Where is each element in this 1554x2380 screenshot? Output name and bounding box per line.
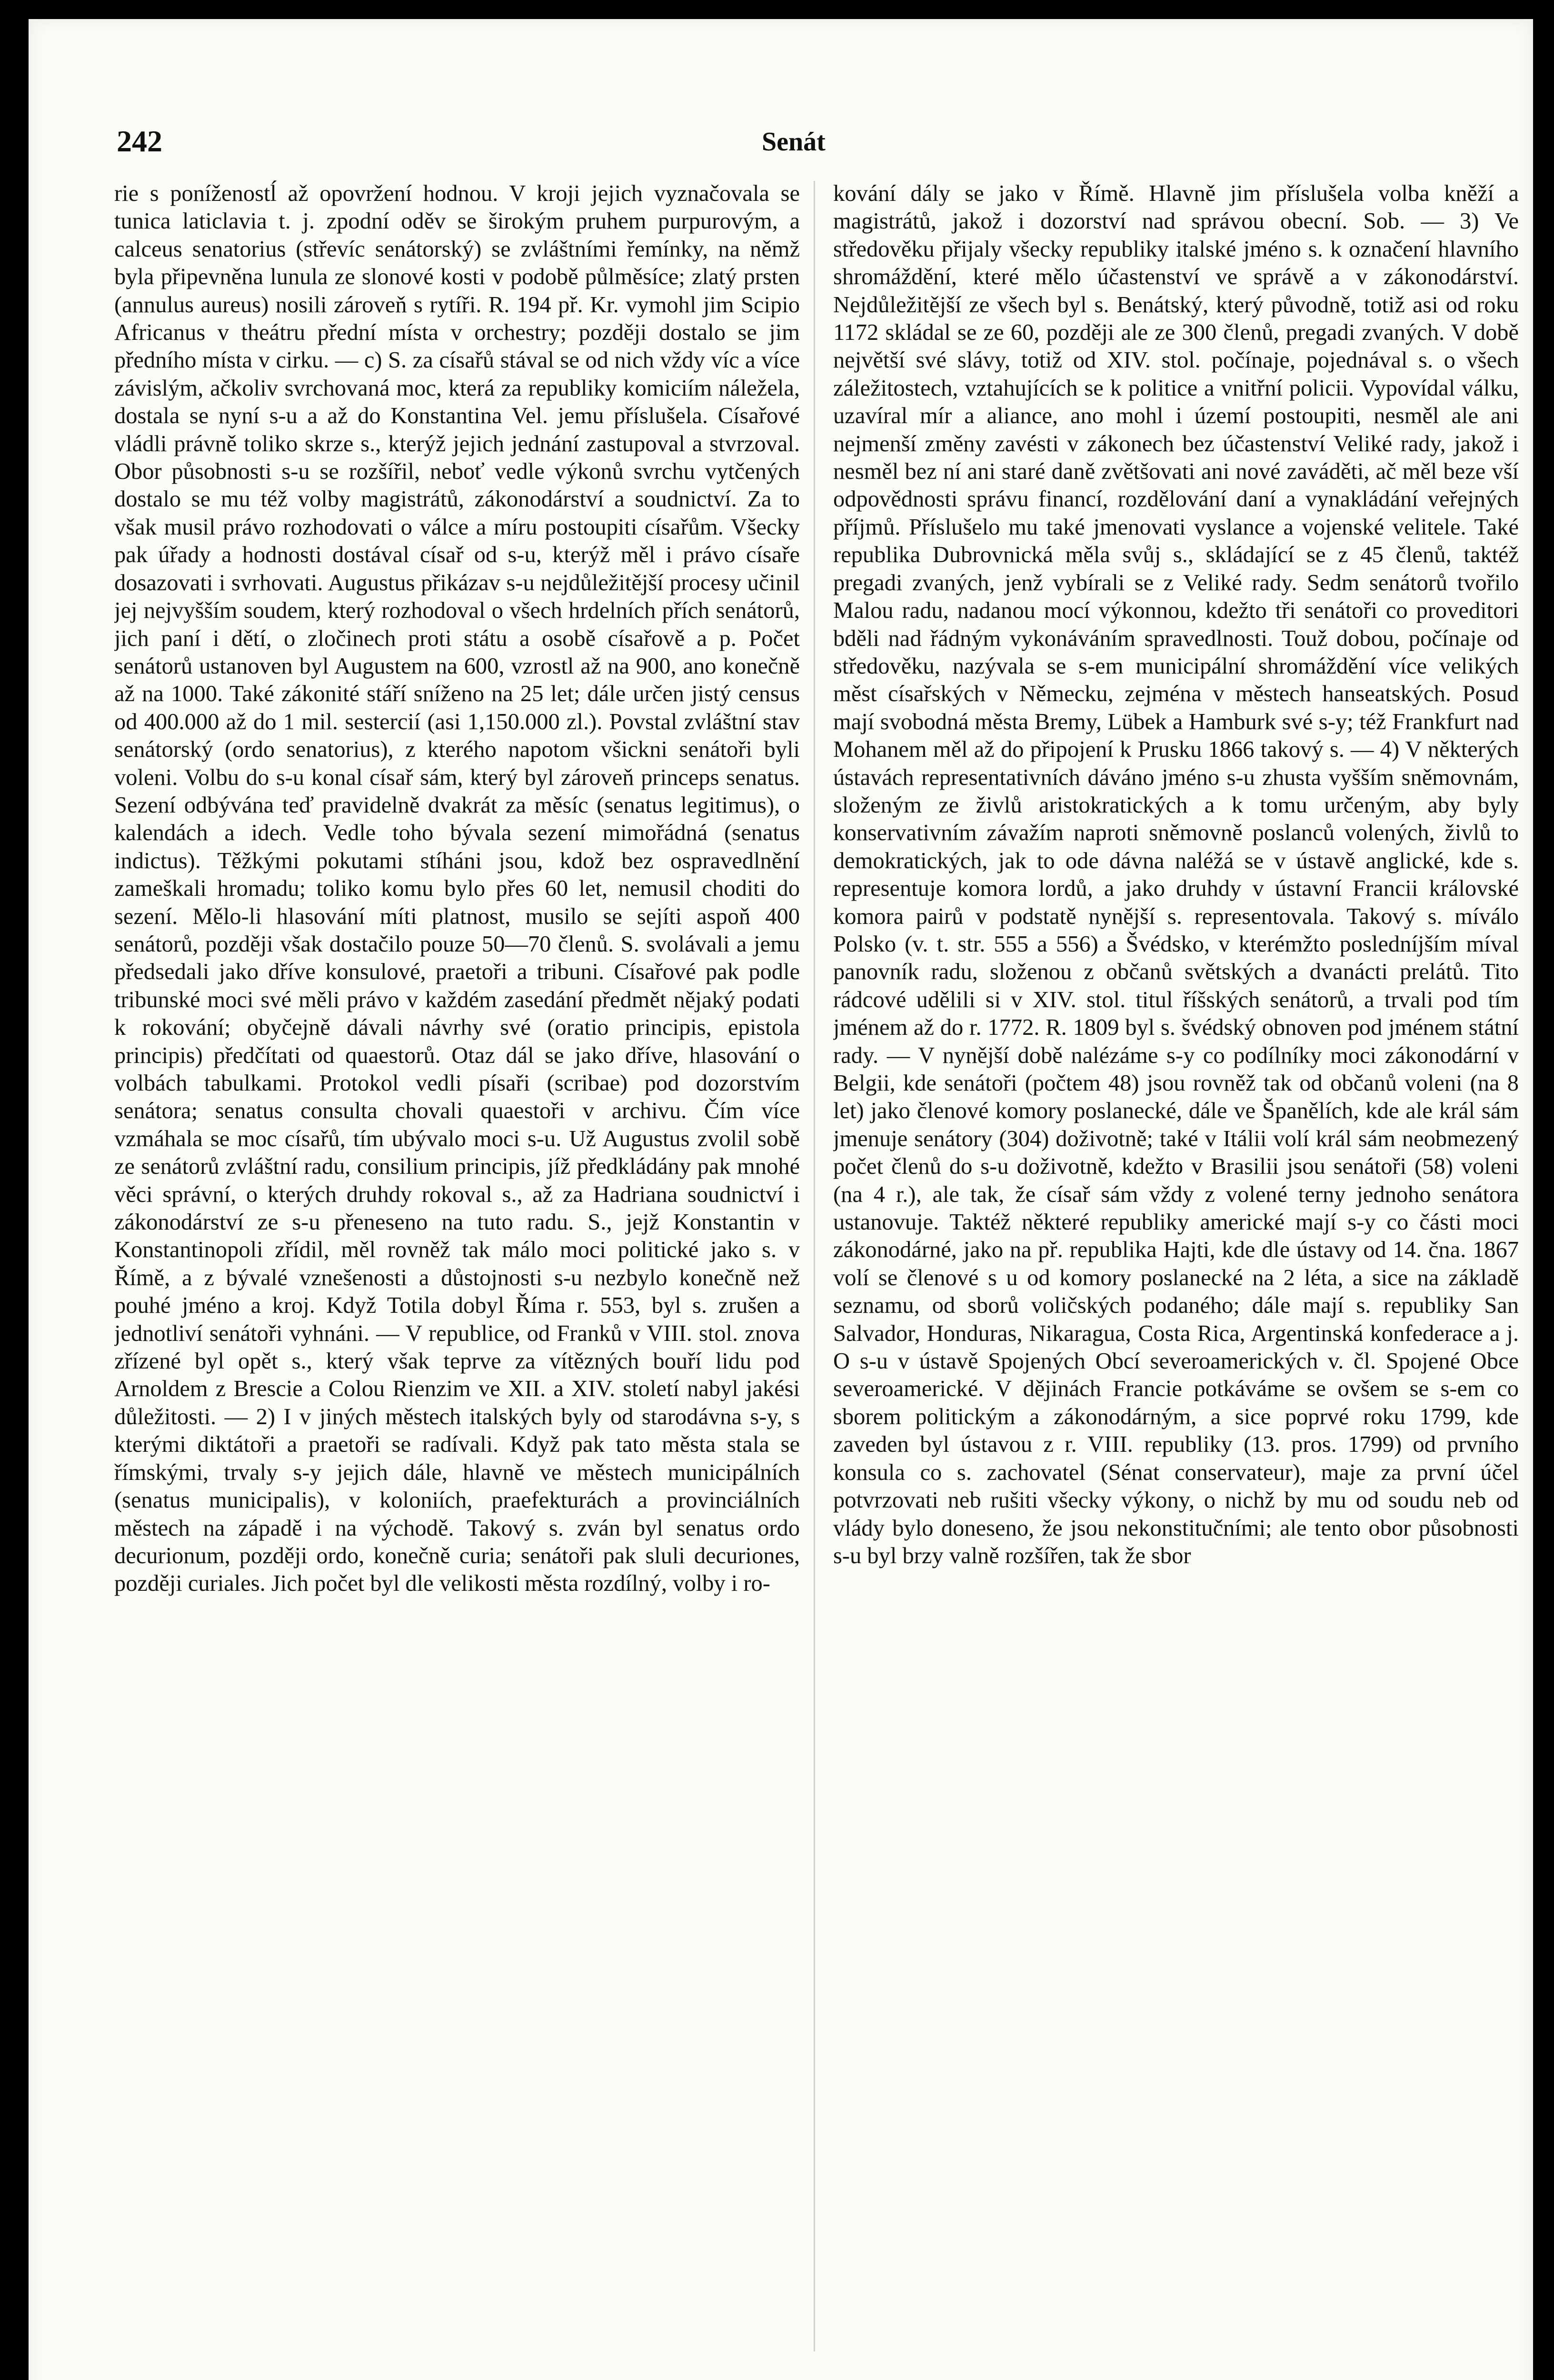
right-text-column <box>833 180 1519 2360</box>
left-text-column <box>114 180 800 2360</box>
right-column-text: kování dály se jako v Římě. Hlavně jim příslušela volba kněží a magistrátů, jakož i dozorství nad správou obecní. Sob. — 3) Ve středověku přijaly všecky republiky italské jméno s. k označení hlavního shromáždění, které mělo účastenství ve správě a v zákonodárství. Nejdůležitější ze všech byl s. Benátský, který původně, totiž asi od roku 1172 skládal se ze 60, později ale ze 300 členů, pregadi zvaných. V době největší své slávy, totiž od XIV. stol. počínaje, pojednával s. o všech záležitostech, vztahujících se k politice a vnitřní policii. Vypovídal válku, uzavíral mír a aliance, ano mohl i území postoupiti, nesměl ale ani nejmenší změny zavésti v zákonech bez účastenství Veliké rady, jakož i nesměl bez ní ani staré daně zvětšovati ani nové zaváděti, ač měl beze vší odpovědnosti správu financí, rozdělování daní a vynakládání veřejných příjmů. Příslušelo mu také jmenovati vyslance a vojenské velitele. Také republika Dubrovnická měla svůj s., skládající se z 45 členů, taktéž pregadi zvaných, jenž vybírali se z Veliké rady. Sedm senátorů tvořilo Malou radu, nadanou mocí výkonnou, kdežto tři senátoři co proveditori bděli nad řádným vykonáváním spravedlnosti. Touž dobou, počínaje od středověku, nazývala se s-em municipální shromáždění více velikých měst císařských v Německu, zejména v městech hanseatských. Posud mají svobodná města Bremy, Lübek a Hamburk své s-y; též Frankfurt nad Mohanem měl až do připojení k Prusku 1866 takový s. — 4) V některých ústavách representativních dáváno jméno s-u zhusta vyšším sněmovnám, složeným ze živlů aristokratických a k tomu určeným, aby byly konservativním závažím naproti sněmovně poslanců volených, živlů to demokratických, jak to ode dávna naléžá se v ústavě anglické, kde s. representuje komora lordů, a jako druhdy v ústavní Francii královské komora pairů v podstatě nynější s. representovala. Takový s. míválo Polsko (v. t. str. 555 a 556) a Švédsko, v kterémžto posledníjším míval panovník radu, složenou z občanů světských a dvanácti prelátů. Tito rádcové udělili si v XIV. stol. titul říšských senátorů, a trvali pod tím jménem až do r. 1772. R. 1809 byl s. švédský obnoven pod jménem státní rady. — V nynější době nalézáme s-y co podílníky moci zákonodární v Belgii, kde senátoři (počtem 48) jsou rovněž tak od občanů voleni (na 8 let) jako členové komory poslanecké, dále ve Španělích, kde ale král sám jmenuje senátory (304) doživotně; také v Itálii volí král sám neobmezený počet členů do s-u doživotně, kdežto v Brasilii jsou senátoři (58) voleni (na 4 r.), ale tak, že císař sám vždy z volené terny jednoho senátora ustanovuje. Taktéž některé republiky americké mají s-y co části moci zákonodárné, jako na př. republika Hajti, kde dle ústavy od 14. čna. 1867 volí se členové s u od komory poslanecké na 2 léta, a sice na základě seznamu, od sborů voličských podaného; dále mají s. republiky San Salvador, Honduras, Nikaragua, Costa Rica, Argentinská konfederace a j. O s-u v ústavě Spojených Obcí severoamerických v. čl. Spojené Obce severoamerické. V dějinách Francie potkáváme se ovšem se s-em co sborem politickým a zákonodárným, a sice poprvé roku 1799, kde zaveden byl ústavou z r. VIII. republiky (13. pros. 1799) od prvního konsula co s. zachovatel (Sénat conservateur), maje za první účel potvrzovati neb rušiti všecky výkony, o nichž by mu od soudu neb od vlády bylo doneseno, že jsou nekonstitučními; ale tento obor působnosti s-u byl brzy valně rozšířen, tak že sbor <box>833 181 1519 1568</box>
page-number: 242 <box>117 124 162 158</box>
running-title: Senát <box>762 127 826 157</box>
left-column-text: rie s poníženostĺ až opovržení hodnou. V kroji jejich vyznačovala se tunica laticlavia t. j. zpodní oděv se širokým pruhem purpurovým, a calceus senatorius (střevíc senátorský) se zvláštními řemínky, na němž byla připevněna lunula ze slonové kosti v podobě půlměsíce; zlatý prsten (annulus aureus) nosili zároveň s rytíři. R. 194 př. Kr. vymohl jim Scipio Africanus v theátru přední místa v orchestry; později dostalo se jim předního místa v cirku. — c) S. za císařů stával se od nich vždy víc a více závislým, ačkoliv svrchovaná moc, která za republiky komiciím náležela, dostala se nyní s-u a až do Konstantina Vel. jemu příslušela. Císařové vládli právně toliko skrze s., kterýž jejich jednání zastupoval a stvrzoval. Obor působnosti s-u se rozšířil, neboť vedle výkonů svrchu vytčených dostalo se mu též volby magistrátů, zákonodárství a soudnictví. Za to však musil právo rozhodovati o válce a míru postoupiti císařům. Všecky pak úřady a hodnosti dostával císař od s-u, kterýž měl i právo císaře dosazovati i svrhovati. Augustus přikázav s-u nejdůležitější procesy učinil jej nejvyšším soudem, který rozhodoval o všech hrdelních přích senátorů, jich paní i dětí, o zločinech proti státu a osobě císařově a p. Počet senátorů ustanoven byl Augustem na 600, vzrostl až na 900, ano konečně až na 1000. Také zákonité stáří sníženo na 25 let; dále určen jistý census od 400.000 až do 1 mil. sestercií (asi 1,150.000 zl.). Povstal zvláštní stav senátorský (ordo senatorius), z kterého napotom všickni senátoři byli voleni. Volbu do s-u konal císař sám, který byl zároveň princeps senatus. Sezení odbývána teď pravidelně dvakrát za měsíc (senatus legitimus), o kalendách a idech. Vedle toho bývala sezení mimořádná (senatus indictus). Těžkými pokutami stíháni jsou, kdož bez ospravedlnění zameškali hromadu; toliko komu bylo přes 60 let, nemusil choditi do sezení. Mělo-li hlasování míti platnost, musilo se sejíti aspoň 400 senátorů, později však dostačilo pouze 50—70 členů. S. svolávali a jemu předsedali jako dříve konsulové, praetoři a tribuni. Císařové pak podle tribunské moci své měli právo v každém zasedání předmět nějaký podati k rokování; obyčejně dávali návrhy své (oratio principis, epistola principis) předčítati od quaestorů. Otaz dál se jako dříve, hlasování o volbách tabulkami. Protokol vedli písaři (scribae) pod dozorstvím senátora; senatus consulta chovali quaestoři v archivu. Čím více vzmáhala se moc císařů, tím ubývalo moci s-u. Už Augustus zvolil sobě ze senátorů zvláštní radu, consilium principis, jíž předkládány pak mnohé věci správní, o kterých druhdy rokoval s., až za Hadriana soudnictví i zákonodárství ze s-u přeneseno na tuto radu. S., jejž Konstantin v Konstantinopoli zřídil, měl rovněž tak málo moci politické jako s. v Římě, a z bývalé vznešenosti a důstojnosti s-u nezbylo konečně než pouhé jméno a kroj. Když Totila dobyl Říma r. 553, byl s. zrušen a jednotliví senátoři vyhnáni. — V republice, od Franků v VIII. stol. znova zřízené byl opět s., který však teprve za vítězných bouří lidu pod Arnoldem z Brescie a Colou Rienzim ve XII. a XIV. století nabyl jakési důležitosti. — 2) I v jiných městech italských byly od starodávna s-y, s kterými diktátoři a praetoři se radívali. Když pak tato města stala se římskými, trvaly s-y jejich dále, hlavně ve městech municipálních (senatus municipalis), v koloniích, praefekturách a provinciálních městech na západě i na východě. Takový s. zván byl senatus ordo decurionum, později ordo, konečně curia; senátoři pak sluli decuriones, později curiales. Jich počet byl dle velikosti města rozdílný, volby i ro- <box>114 181 800 1597</box>
column-divider <box>814 181 815 2351</box>
dictionary-page <box>29 19 1533 2380</box>
page-header <box>29 124 1533 167</box>
